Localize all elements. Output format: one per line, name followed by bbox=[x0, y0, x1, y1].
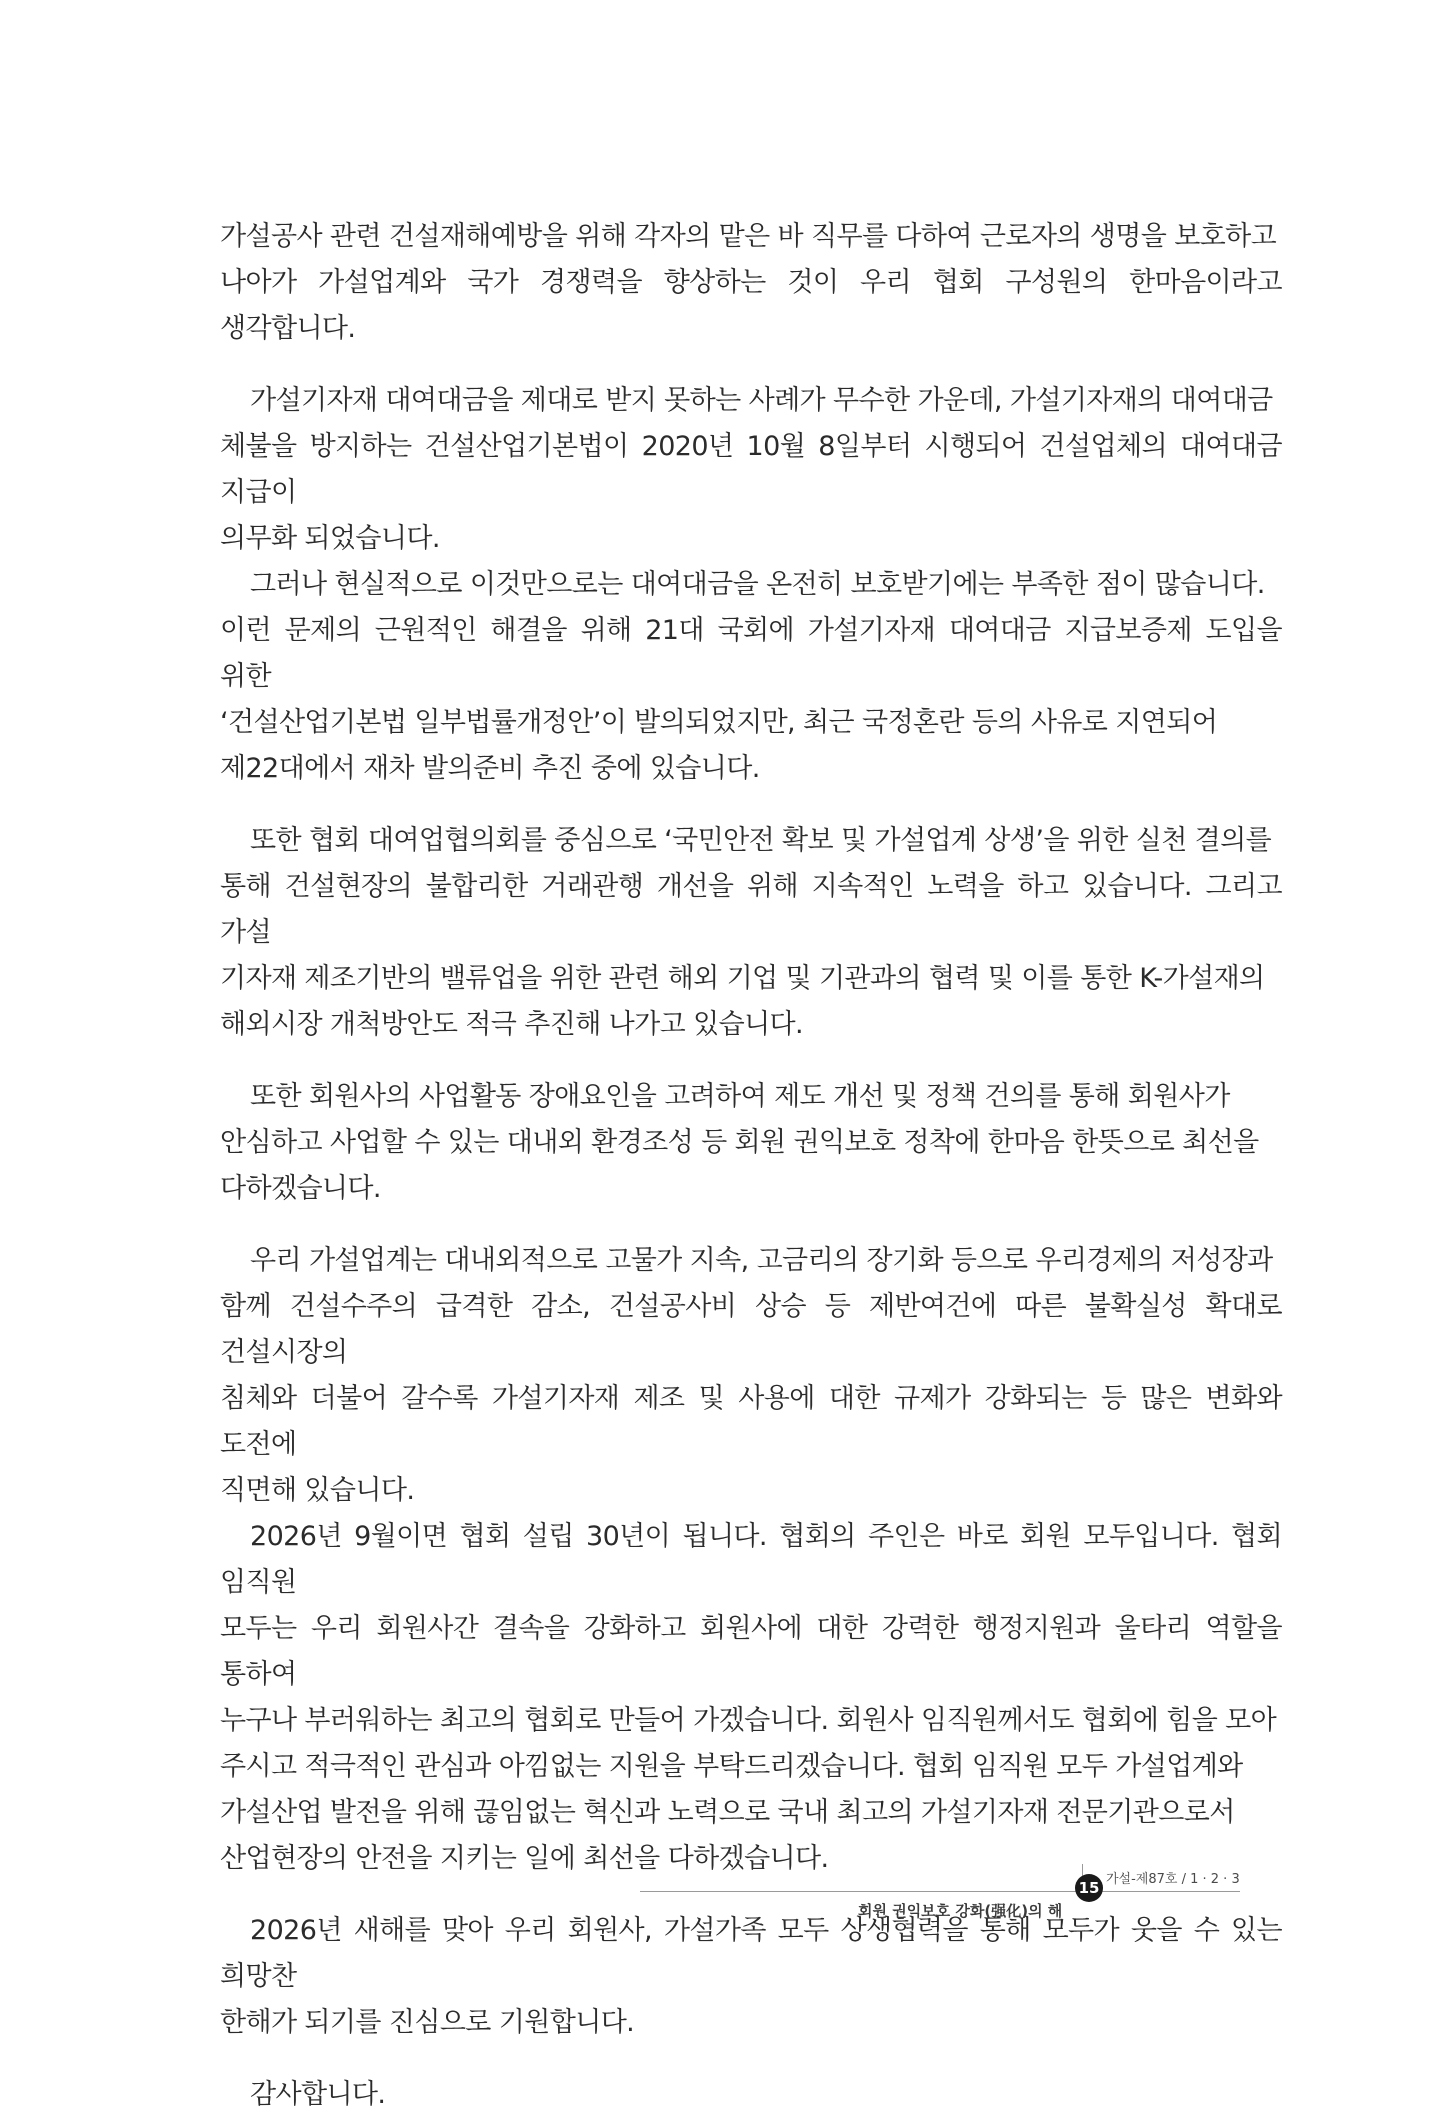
paragraph-line: 침체와 더불어 갈수록 가설기자재 제조 및 사용에 대한 규제가 강화되는 등 많은 변화와 도전에 bbox=[220, 1383, 1282, 1460]
paragraph-line: 그러나 현실적으로 이것만으로는 대여대금을 온전히 보호받기에는 부족한 점이 많습니다. bbox=[250, 569, 1265, 600]
paragraph-2 bbox=[220, 378, 1282, 562]
paragraph-line: 또한 회원사의 사업활동 장애요인을 고려하여 제도 개선 및 정책 건의를 통해 회원사가 bbox=[250, 1081, 1230, 1112]
footer-title: 회원 권익보호 강화(强化)의 해 bbox=[858, 1902, 1063, 1920]
paragraph-line: 우리 가설업계는 대내외적으로 고물가 지속, 고금리의 장기화 등으로 우리경제의 저성장과 bbox=[250, 1245, 1273, 1276]
page-footer bbox=[640, 1866, 1260, 1926]
paragraph-line: 모두는 우리 회원사간 결속을 강화하고 회원사에 대한 강력한 행정지원과 울타리 역할을 통하여 bbox=[220, 1613, 1282, 1690]
paragraph-line: 체불을 방지하는 건설산업기본법이 2020년 10월 8일부터 시행되어 건설업체의 대여대금 지급이 bbox=[220, 431, 1282, 508]
paragraph-line: 나아가 가설업계와 국가 경쟁력을 향상하는 것이 우리 협회 구성원의 한마음이라고 생각합니다. bbox=[220, 267, 1282, 344]
paragraph-line: 한해가 되기를 진심으로 기원합니다. bbox=[220, 2007, 635, 2038]
paragraph-line: 2026년 9월이면 협회 설립 30년이 됩니다. 협회의 주인은 바로 회원 모두입니다. 협회 임직원 bbox=[220, 1521, 1282, 1598]
footer-divider bbox=[640, 1891, 1240, 1892]
paragraph-line: 제22대에서 재차 발의준비 추진 중에 있습니다. bbox=[220, 753, 760, 784]
paragraph-line: 직면해 있습니다. bbox=[220, 1475, 415, 1506]
paragraph-7 bbox=[220, 1514, 1282, 1882]
paragraph-line: 기자재 제조기반의 밸류업을 위한 관련 해외 기업 및 기관과의 협력 및 이를 통한 K-가설재의 bbox=[220, 963, 1265, 994]
paragraph-line: 2026년 새해를 맞아 우리 회원사, 가설가족 모두 상생협력을 통해 모두가 웃을 수 있는 희망찬 bbox=[220, 1915, 1282, 1992]
letter-body bbox=[220, 214, 1282, 2118]
paragraph-line: 함께 건설수주의 급격한 감소, 건설공사비 상승 등 제반여건에 따른 불확실성 확대로 건설시장의 bbox=[220, 1291, 1282, 1368]
paragraph-line: 안심하고 사업할 수 있는 대내외 환경조성 등 회원 권익보호 정착에 한마음 한뜻으로 최선을 bbox=[220, 1127, 1259, 1158]
paragraph-4 bbox=[220, 818, 1282, 1048]
paragraph-line: 가설공사 관련 건설재해예방을 위해 각자의 맡은 바 직무를 다하여 근로자의 생명을 보호하고 bbox=[220, 221, 1277, 252]
paragraph-8 bbox=[220, 1908, 1282, 2046]
issue-label: 가설-제87호 / 1 · 2 · 3 bbox=[1106, 1872, 1240, 1887]
paragraph-line: 이런 문제의 근원적인 해결을 위해 21대 국회에 가설기자재 대여대금 지급보증제 도입을 위한 bbox=[220, 615, 1282, 692]
paragraph-line: 해외시장 개척방안도 적극 추진해 나가고 있습니다. bbox=[220, 1009, 804, 1040]
paragraph-6 bbox=[220, 1238, 1282, 1514]
paragraph-3 bbox=[220, 562, 1282, 792]
paragraph-line: 가설기자재 대여대금을 제대로 받지 못하는 사례가 무수한 가운데, 가설기자재의 대여대금 bbox=[250, 385, 1273, 416]
paragraph-5 bbox=[220, 1074, 1282, 1212]
paragraph-line: 통해 건설현장의 불합리한 거래관행 개선을 위해 지속적인 노력을 하고 있습니다. 그리고 가설 bbox=[220, 871, 1282, 948]
paragraph-line: 주시고 적극적인 관심과 아낌없는 지원을 부탁드리겠습니다. 협회 임직원 모두 가설업계와 bbox=[220, 1751, 1243, 1782]
page-number-badge: 15 bbox=[1075, 1874, 1103, 1902]
closing-text: 감사합니다. bbox=[250, 2079, 386, 2110]
paragraph-line: 의무화 되었습니다. bbox=[220, 523, 440, 554]
paragraph-line: 다하겠습니다. bbox=[220, 1173, 381, 1204]
paragraph-line: 가설산업 발전을 위해 끊임없는 혁신과 노력으로 국내 최고의 가설기자재 전문기관으로서 bbox=[220, 1797, 1235, 1828]
paragraph-line: ‘건설산업기본법 일부법률개정안’이 발의되었지만, 최근 국정혼란 등의 사유로 지연되어 bbox=[220, 707, 1218, 738]
paragraph-line: 누구나 부러워하는 최고의 협회로 만들어 가겠습니다. 회원사 임직원께서도 협회에 힘을 모아 bbox=[220, 1705, 1277, 1736]
paragraph-1 bbox=[220, 214, 1282, 352]
paragraph-line: 또한 협회 대여업협의회를 중심으로 ‘국민안전 확보 및 가설업계 상생’을 위한 실천 결의를 bbox=[250, 825, 1272, 856]
paragraph-line: 산업현장의 안전을 지키는 일에 최선을 다하겠습니다. bbox=[220, 1843, 829, 1874]
